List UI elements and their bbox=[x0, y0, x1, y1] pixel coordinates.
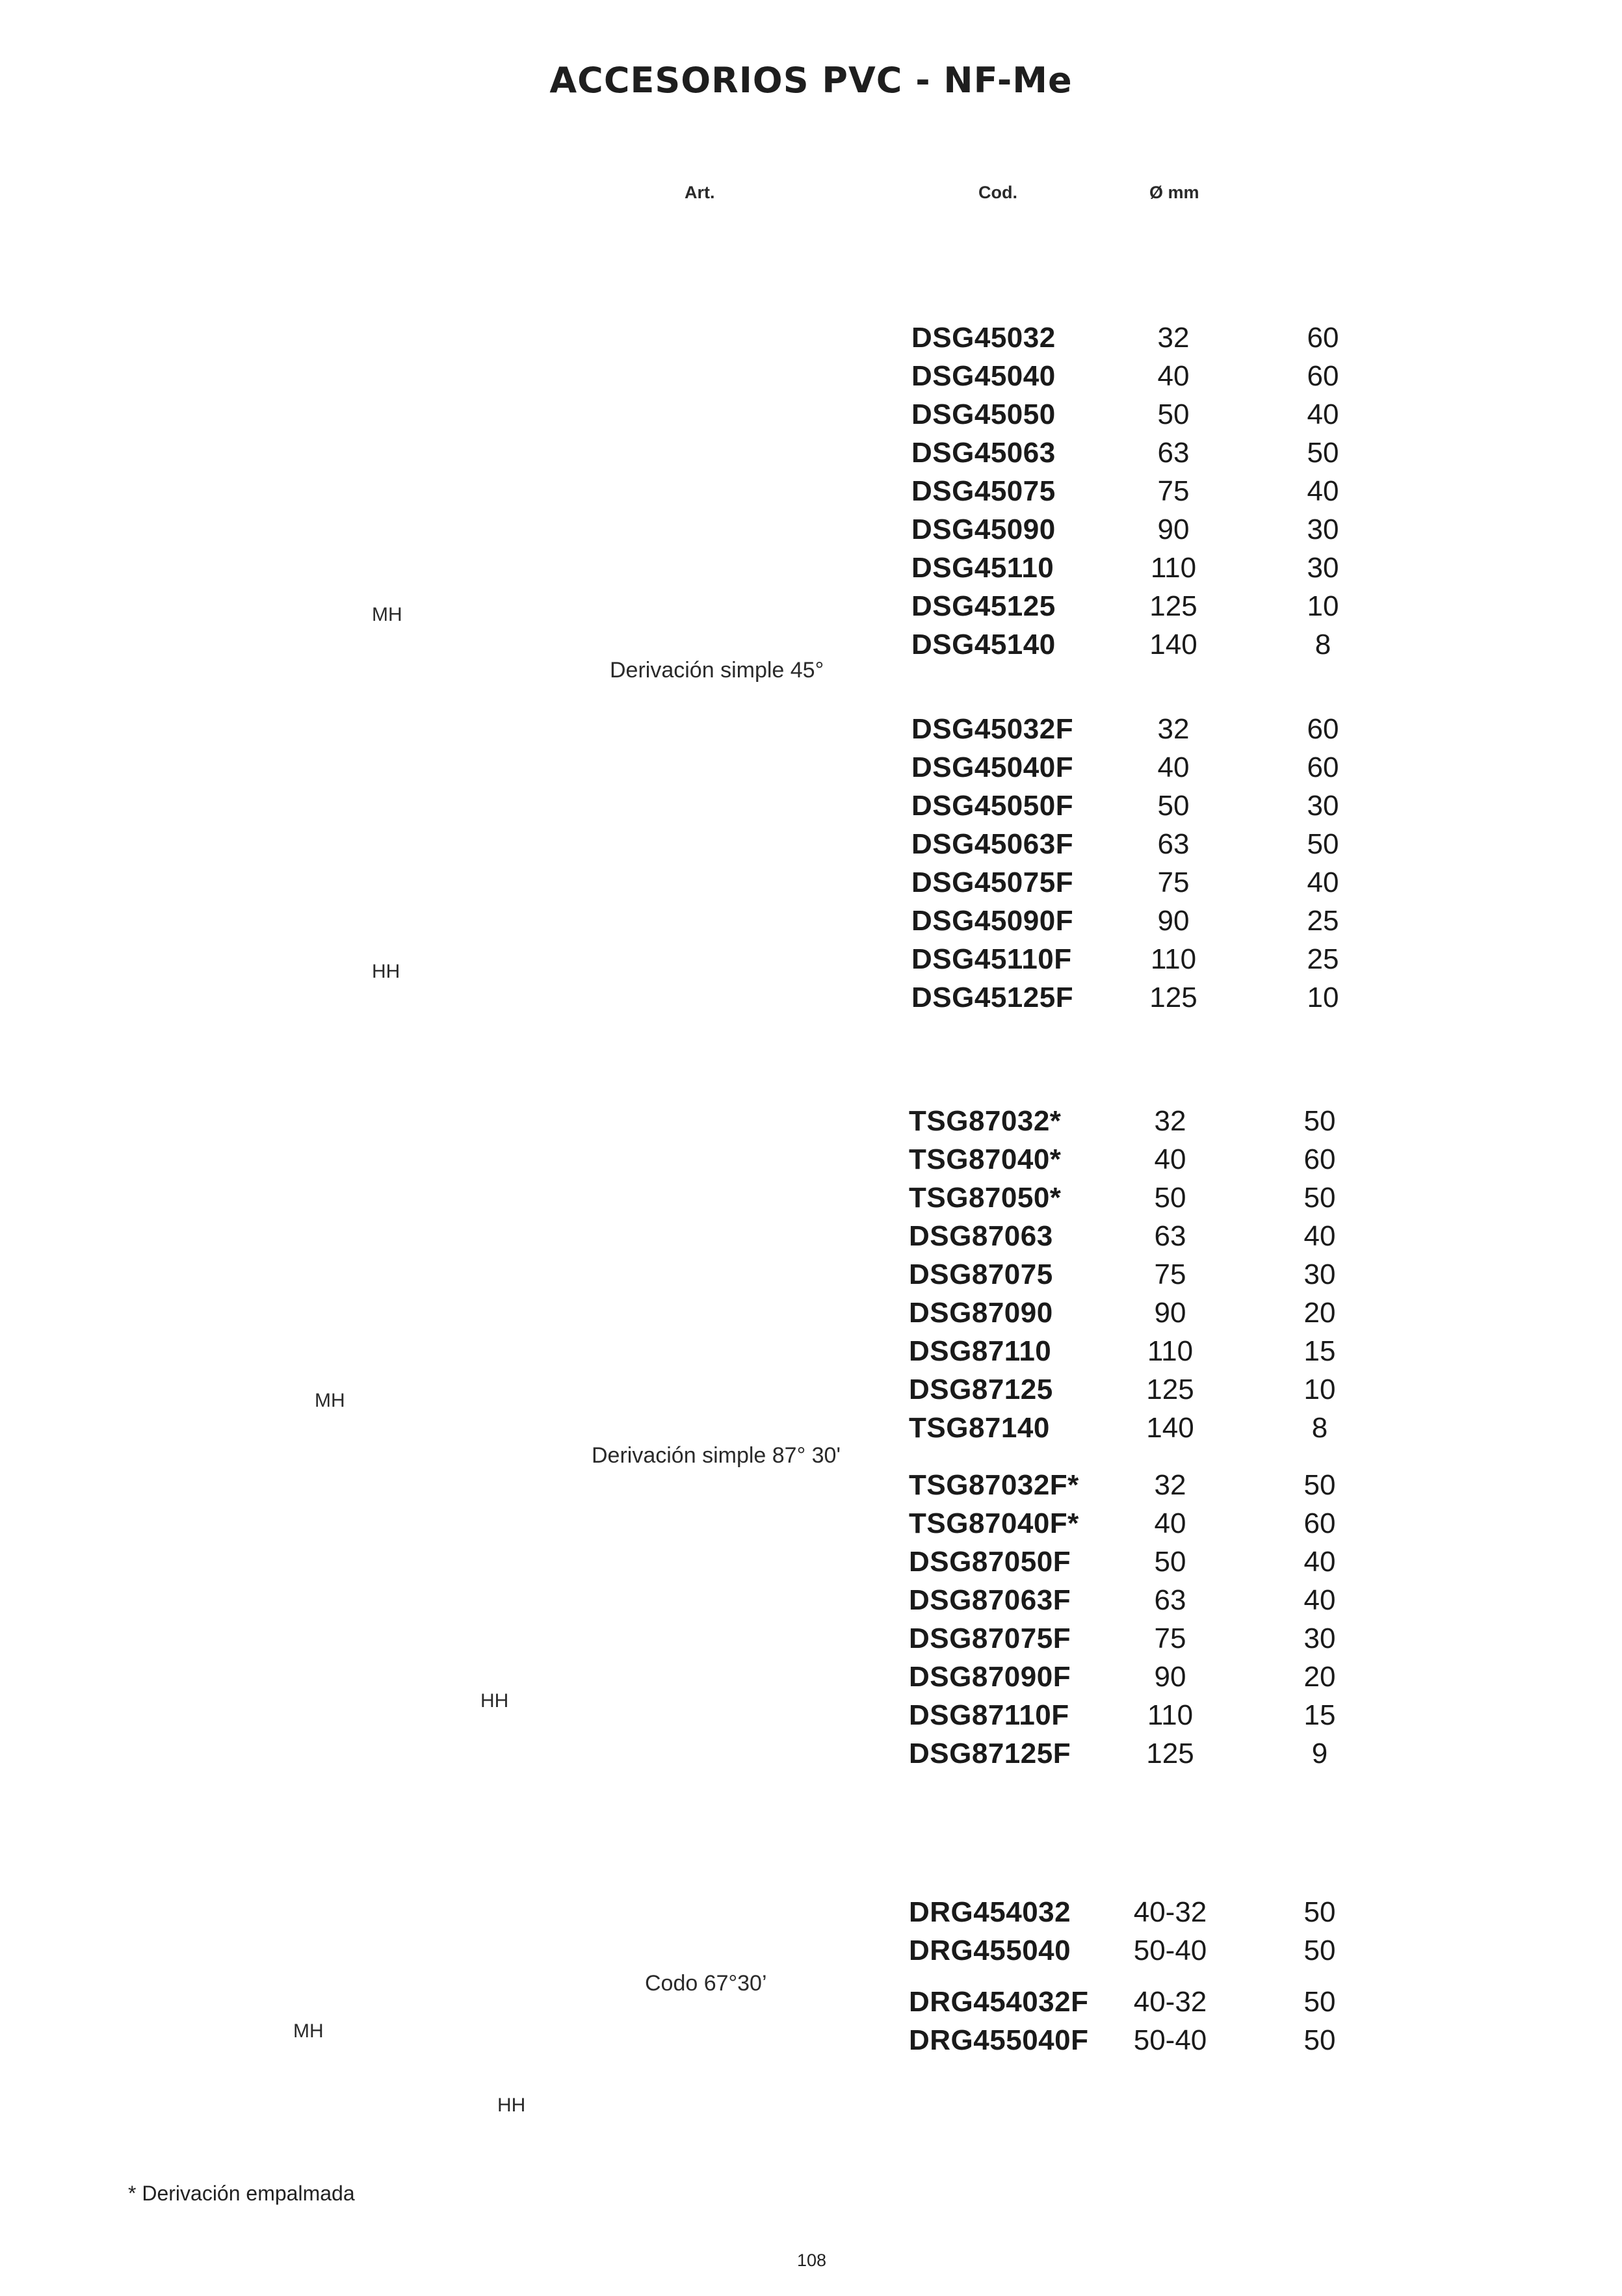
product-code: DSG87063F bbox=[909, 1584, 1071, 1616]
diameter-value: 110 bbox=[1150, 943, 1197, 975]
product-code: DSG45110 bbox=[911, 552, 1054, 584]
quantity-value: 25 bbox=[1307, 943, 1339, 975]
quantity-value: 40 bbox=[1303, 1584, 1336, 1616]
product-code: DSG45110F bbox=[911, 943, 1072, 975]
quantity-value: 10 bbox=[1307, 982, 1339, 1013]
quantity-value: 40 bbox=[1307, 867, 1339, 898]
quantity-value: 40 bbox=[1303, 1546, 1336, 1578]
product-code: DRG455040 bbox=[909, 1935, 1071, 1966]
quantity-value: 15 bbox=[1303, 1699, 1336, 1731]
product-code: DSG87125 bbox=[909, 1374, 1053, 1405]
quantity-value: 30 bbox=[1307, 790, 1339, 822]
diameter-value: 50 bbox=[1154, 1546, 1186, 1578]
quantity-value: 15 bbox=[1303, 1335, 1336, 1367]
product-code: DRG454032 bbox=[909, 1896, 1071, 1928]
section-3-tag-mh: MH bbox=[293, 2020, 324, 2042]
quantity-value: 30 bbox=[1303, 1623, 1336, 1654]
diameter-value: 32 bbox=[1154, 1469, 1186, 1501]
product-code: TSG87040F* bbox=[909, 1507, 1079, 1539]
product-code: DSG45075 bbox=[911, 475, 1056, 507]
product-code: DSG87110F bbox=[909, 1699, 1069, 1731]
quantity-value: 60 bbox=[1303, 1507, 1336, 1539]
section-2-article: Derivación simple 87° 30' bbox=[592, 1443, 841, 1468]
quantity-value: 50 bbox=[1307, 437, 1339, 469]
product-code: DSG45063F bbox=[911, 828, 1074, 860]
section-2-tag-hh: HH bbox=[480, 1690, 509, 1712]
diameter-value: 75 bbox=[1157, 867, 1190, 898]
product-code: DSG45032 bbox=[911, 322, 1056, 354]
section-1-tag-mh: MH bbox=[372, 604, 402, 625]
diameter-value: 90 bbox=[1154, 1661, 1186, 1693]
diameter-value: 110 bbox=[1147, 1335, 1194, 1367]
product-code: TSG87050* bbox=[909, 1182, 1062, 1214]
header-art: Art. bbox=[685, 183, 715, 202]
quantity-value: 8 bbox=[1311, 1412, 1328, 1444]
quantity-value: 20 bbox=[1303, 1297, 1336, 1329]
quantity-value: 50 bbox=[1303, 2024, 1336, 2056]
product-code: DSG45075F bbox=[911, 867, 1074, 898]
diameter-value: 110 bbox=[1150, 552, 1197, 584]
header-diameter: Ø mm bbox=[1149, 183, 1199, 202]
section-1-article: Derivación simple 45° bbox=[610, 658, 824, 683]
quantity-value: 50 bbox=[1303, 1986, 1336, 2018]
product-code: DSG87110 bbox=[909, 1335, 1052, 1367]
quantity-value: 50 bbox=[1303, 1105, 1336, 1137]
diameter-value: 140 bbox=[1146, 1412, 1194, 1444]
product-code: DSG45050 bbox=[911, 398, 1056, 430]
diameter-value: 63 bbox=[1157, 437, 1190, 469]
diameter-value: 40 bbox=[1154, 1507, 1186, 1539]
diameter-value: 40 bbox=[1157, 360, 1190, 392]
diameter-value: 50 bbox=[1157, 790, 1190, 822]
diameter-value: 125 bbox=[1149, 590, 1197, 622]
product-code: DSG45125 bbox=[911, 590, 1056, 622]
section-3-tag-hh: HH bbox=[497, 2094, 526, 2116]
quantity-value: 10 bbox=[1307, 590, 1339, 622]
product-code: DSG45125F bbox=[911, 982, 1074, 1013]
quantity-value: 40 bbox=[1307, 475, 1339, 507]
quantity-value: 40 bbox=[1303, 1220, 1336, 1252]
product-code: DSG45090 bbox=[911, 514, 1056, 545]
header-cod: Cod. bbox=[978, 183, 1017, 202]
product-code: DSG45090F bbox=[911, 905, 1074, 937]
product-code: DSG45140 bbox=[911, 629, 1056, 660]
product-code: DRG455040F bbox=[909, 2024, 1089, 2056]
quantity-value: 60 bbox=[1307, 322, 1339, 354]
diameter-value: 63 bbox=[1154, 1220, 1186, 1252]
quantity-value: 60 bbox=[1303, 1143, 1336, 1175]
product-code: DSG45063 bbox=[911, 437, 1056, 469]
product-code: DSG87075F bbox=[909, 1623, 1071, 1654]
quantity-value: 25 bbox=[1307, 905, 1339, 937]
diameter-value: 63 bbox=[1154, 1584, 1186, 1616]
product-code: DSG45050F bbox=[911, 790, 1074, 822]
quantity-value: 60 bbox=[1307, 360, 1339, 392]
product-code: DSG87090F bbox=[909, 1661, 1071, 1693]
diameter-value: 75 bbox=[1154, 1623, 1186, 1654]
diameter-value: 90 bbox=[1157, 905, 1190, 937]
diameter-value: 50-40 bbox=[1133, 2024, 1207, 2056]
product-code: TSG87040* bbox=[909, 1143, 1062, 1175]
diameter-value: 40 bbox=[1157, 751, 1190, 783]
diameter-value: 50 bbox=[1157, 398, 1190, 430]
quantity-value: 8 bbox=[1315, 629, 1331, 660]
quantity-value: 50 bbox=[1307, 828, 1339, 860]
diameter-value: 40-32 bbox=[1133, 1986, 1207, 2018]
diameter-value: 63 bbox=[1157, 828, 1190, 860]
quantity-value: 30 bbox=[1307, 552, 1339, 584]
product-code: DSG87125F bbox=[909, 1738, 1071, 1769]
product-code: DSG87090 bbox=[909, 1297, 1053, 1329]
product-code: TSG87032* bbox=[909, 1105, 1062, 1137]
quantity-value: 50 bbox=[1303, 1896, 1336, 1928]
quantity-value: 40 bbox=[1307, 398, 1339, 430]
product-code: DRG454032F bbox=[909, 1986, 1089, 2018]
quantity-value: 20 bbox=[1303, 1661, 1336, 1693]
product-code: TSG87032F* bbox=[909, 1469, 1079, 1501]
footnote: * Derivación empalmada bbox=[128, 2182, 355, 2205]
quantity-value: 9 bbox=[1311, 1738, 1328, 1769]
quantity-value: 50 bbox=[1303, 1935, 1336, 1966]
diameter-value: 50-40 bbox=[1133, 1935, 1207, 1966]
quantity-value: 60 bbox=[1307, 751, 1339, 783]
diameter-value: 40 bbox=[1154, 1143, 1186, 1175]
diameter-value: 90 bbox=[1157, 514, 1190, 545]
product-code: DSG45040F bbox=[911, 751, 1074, 783]
diameter-value: 32 bbox=[1154, 1105, 1186, 1137]
diameter-value: 125 bbox=[1149, 982, 1197, 1013]
diameter-value: 125 bbox=[1146, 1738, 1194, 1769]
quantity-value: 10 bbox=[1303, 1374, 1336, 1405]
product-code: DSG87075 bbox=[909, 1259, 1053, 1290]
product-code: DSG87063 bbox=[909, 1220, 1053, 1252]
quantity-value: 30 bbox=[1307, 514, 1339, 545]
page-number: 108 bbox=[797, 2250, 827, 2270]
diameter-value: 32 bbox=[1157, 322, 1190, 354]
quantity-value: 30 bbox=[1303, 1259, 1336, 1290]
product-code: DSG45040 bbox=[911, 360, 1056, 392]
quantity-value: 50 bbox=[1303, 1469, 1336, 1501]
diameter-value: 75 bbox=[1154, 1259, 1186, 1290]
diameter-value: 50 bbox=[1154, 1182, 1186, 1214]
diameter-value: 75 bbox=[1157, 475, 1190, 507]
diameter-value: 40-32 bbox=[1133, 1896, 1207, 1928]
diameter-value: 90 bbox=[1154, 1297, 1186, 1329]
section-1-tag-hh: HH bbox=[372, 961, 400, 982]
product-code: TSG87140 bbox=[909, 1412, 1050, 1444]
quantity-value: 50 bbox=[1303, 1182, 1336, 1214]
diameter-value: 140 bbox=[1149, 629, 1197, 660]
diameter-value: 32 bbox=[1157, 713, 1190, 745]
quantity-value: 60 bbox=[1307, 713, 1339, 745]
section-2-tag-mh: MH bbox=[315, 1390, 345, 1411]
section-3-article: Codo 67°30’ bbox=[645, 1971, 767, 1996]
diameter-value: 110 bbox=[1147, 1699, 1194, 1731]
product-code: DSG87050F bbox=[909, 1546, 1071, 1578]
diameter-value: 125 bbox=[1146, 1374, 1194, 1405]
page-title: ACCESORIOS PVC - NF-Me bbox=[549, 60, 1073, 101]
product-code: DSG45032F bbox=[911, 713, 1074, 745]
